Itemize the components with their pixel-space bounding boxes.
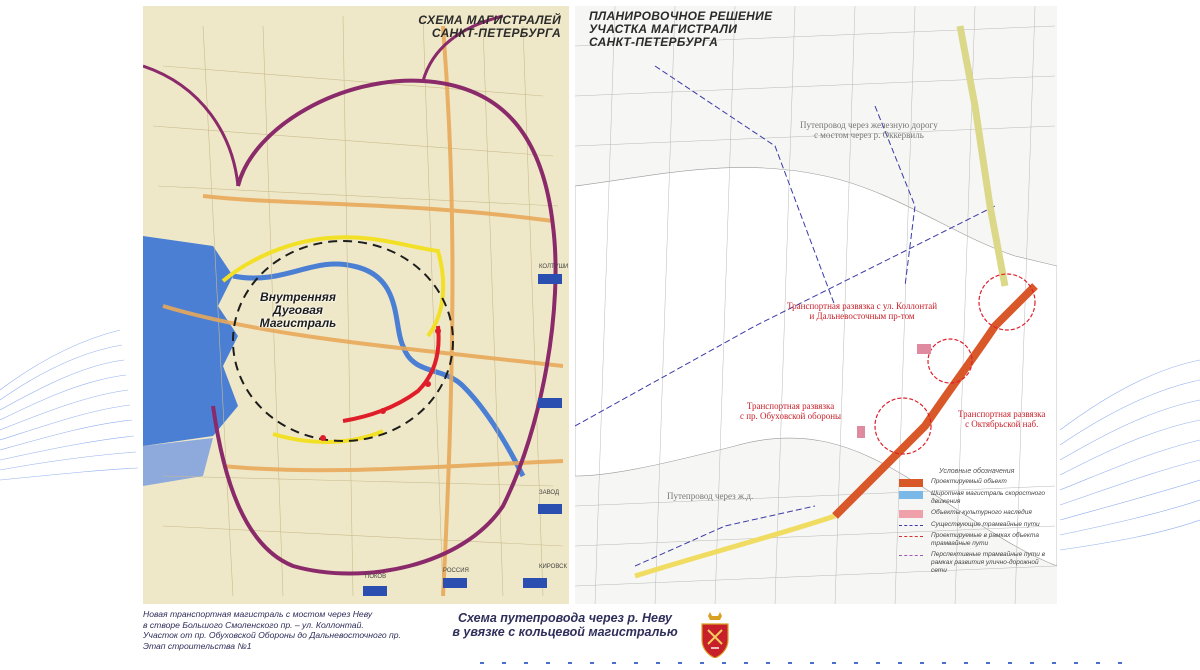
- legend-swatch-heritage: [899, 510, 923, 518]
- legend-label: Перспективные трамвайные пути в рамках развития улично-дорожной сети: [931, 551, 1046, 574]
- legend-item: [899, 521, 1049, 529]
- annotation-obukhovskoy-interchange: Транспортная развязка с пр. Обуховской обороны: [740, 401, 842, 421]
- place-label-koltushi: КОЛТУШИ: [539, 264, 569, 270]
- city-highways-map: [143, 6, 569, 604]
- legend-line-existing-tram: [899, 525, 923, 526]
- legend-item: [899, 478, 1049, 487]
- st-petersburg-coat-of-arms-icon: [698, 612, 732, 658]
- legend-item: [899, 509, 1049, 518]
- legend-item: [899, 532, 1049, 548]
- map-legend: [899, 468, 1049, 578]
- legend-label: Объекты культурного наследия: [931, 509, 1032, 516]
- new-highway-segment: [343, 326, 439, 421]
- left-map-title: СХЕМА МАГИСТРАЛЕЙ САНКТ-ПЕТЕРБУРГА: [418, 13, 561, 40]
- legend-swatch-projected: [899, 479, 923, 487]
- legend-label: Проектируемые в рамках объекта трамвайные пути: [931, 532, 1040, 547]
- place-label-rossiya: РОССИЯ: [443, 568, 469, 574]
- inner-arc-label: Внутренняя Дуговая Магистраль: [259, 290, 337, 330]
- legend-line-prospective-tram: [899, 555, 923, 556]
- place-label-zavod: ЗАВОД: [539, 490, 560, 496]
- place-label-pokov: ПОКОВ: [365, 574, 387, 580]
- legend-label: Существующие трамвайные пути: [931, 521, 1040, 528]
- legend-swatch-latitudinal-highway: [899, 491, 923, 499]
- annotation-overpass-rail: Путепровод через железную дорогу с мостом через р. Оккервиль: [800, 120, 938, 140]
- annotation-oktyabrskoy-interchange: Транспортная развязка с Октябрьской наб.: [958, 409, 1046, 429]
- legend-label: Проектируемый объект: [931, 478, 1007, 485]
- legend-title: Условные обозначения: [939, 468, 1015, 475]
- gulf-water: [143, 236, 238, 446]
- right-map-title: ПЛАНИРОВОЧНОЕ РЕШЕНИЕ УЧАСТКА МАГИСТРАЛИ САНКТ-ПЕТЕРБУРГА: [589, 9, 773, 49]
- overpass-plan-map: [575, 6, 1057, 604]
- project-description-caption: Новая транспортная магистраль с мостом через Неву в створе Большого Смоленского пр. – ул. Коллонтай. Участок от пр. Обуховской Обороны до Дальневосточного пр. Этап строительства №1: [143, 609, 401, 651]
- scheme-title-caption: Схема путепровода через р. Неву в увязке с кольцевой магистралью: [452, 611, 678, 639]
- annotation-overpass-zhd: Путепровод через ж.д.: [667, 491, 754, 501]
- legend-line-projected-tram: [899, 536, 923, 537]
- place-label-kirovsk: КИРОВСК: [539, 564, 567, 570]
- bottom-decorative-dashes: [480, 661, 1130, 665]
- legend-item: [899, 490, 1049, 506]
- legend-label: Широтная магистраль скоростного движения: [931, 490, 1046, 505]
- annotation-kollontai-interchange: Транспортная развязка с ул. Коллонтай и Дальневосточным пр-том: [787, 301, 938, 321]
- legend-item: [899, 551, 1049, 575]
